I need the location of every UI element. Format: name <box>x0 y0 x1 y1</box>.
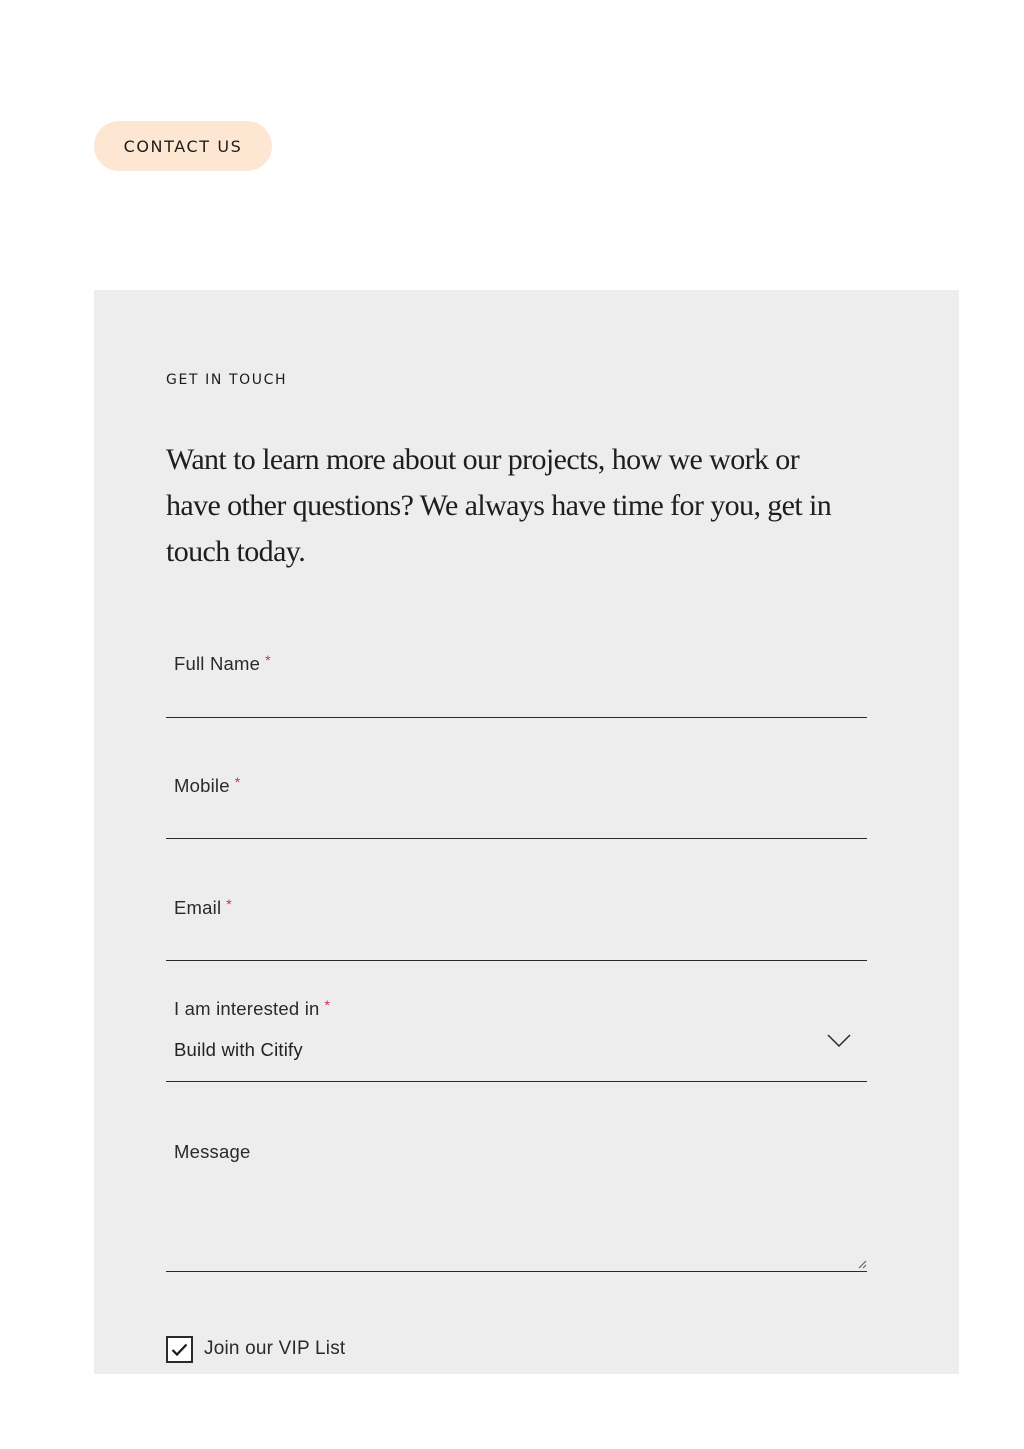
email-label: Email * <box>174 896 232 918</box>
required-marker: * <box>226 896 232 912</box>
required-marker: * <box>324 997 331 1013</box>
interest-select[interactable] <box>166 994 867 1082</box>
mobile-label: Mobile * <box>174 774 241 796</box>
message-textarea[interactable] <box>166 1136 867 1272</box>
full-name-field[interactable] <box>166 650 867 718</box>
interest-selected-value: Build with Citify <box>174 1039 303 1060</box>
mobile-field[interactable] <box>166 772 867 839</box>
message-label: Message <box>174 1141 251 1162</box>
full-name-label: Full Name * <box>174 652 271 674</box>
section-eyebrow: GET IN TOUCH <box>166 372 288 388</box>
email-field[interactable] <box>166 894 867 961</box>
vip-checkbox-label[interactable]: Join our VIP List <box>204 1338 346 1359</box>
chevron-down-icon[interactable] <box>827 1034 851 1048</box>
intro-text: Want to learn more about our projects, how we work or have other questions? We always have time for you, get in touch today. <box>166 443 832 568</box>
contact-us-badge[interactable] <box>94 121 272 171</box>
contact-us-label: CONTACT US <box>123 136 243 156</box>
required-marker: * <box>265 652 271 668</box>
resize-handle-icon[interactable] <box>857 1259 867 1269</box>
checkmark-icon <box>171 1343 188 1357</box>
vip-checkbox[interactable] <box>166 1336 193 1363</box>
required-marker: * <box>234 774 241 790</box>
interest-label: I am interested in * <box>174 997 331 1019</box>
contact-form-panel <box>94 290 959 1374</box>
